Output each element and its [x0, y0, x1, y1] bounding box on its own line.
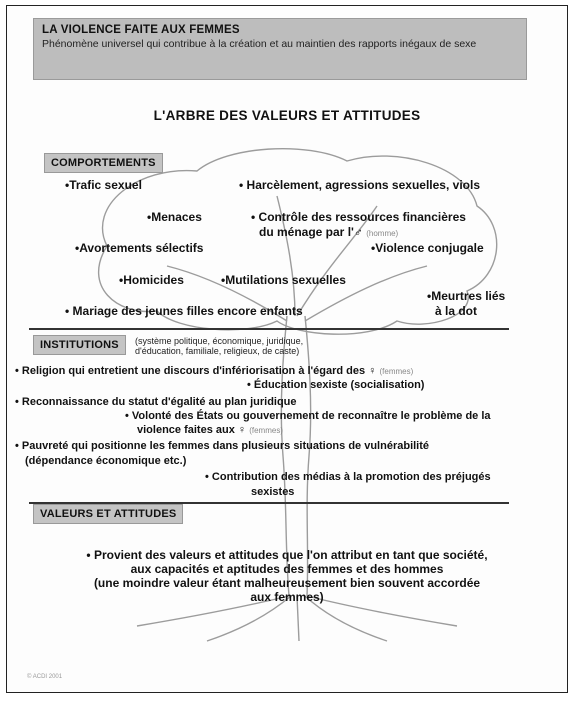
- list-item: (dépendance économique etc.): [25, 455, 187, 467]
- symbol-note: (femmes): [379, 367, 414, 376]
- values-line: • Provient des valeurs et attitudes que l'on attribut en tant que société,: [86, 548, 488, 562]
- institutions-note: (système politique, économique, juridique, d'éducation, familiale, religieux, de caste): [135, 336, 304, 356]
- list-item: • Contrôle des ressources financières: [251, 210, 466, 224]
- list-item: • Reconnaissance du statut d'égalité au plan juridique: [15, 396, 297, 408]
- list-item: • Éducation sexiste (socialisation): [247, 379, 425, 391]
- list-item: •Menaces: [147, 210, 202, 224]
- symbol-note: (homme): [366, 229, 399, 238]
- divider: [29, 328, 509, 330]
- section-label-institutions: INSTITUTIONS: [33, 335, 126, 355]
- symbol-note: (femmes): [249, 426, 283, 435]
- list-item-text: • Religion qui entretient une discours d'infériorisation à l'égard des: [15, 365, 366, 377]
- list-item: [137, 424, 283, 437]
- list-item: • Pauvreté qui positionne les femmes dans plusieurs situations de vulnérabilité: [15, 440, 430, 452]
- tree-title: L'ARBRE DES VALEURS ET ATTITUDES: [153, 108, 421, 123]
- list-item: sexistes: [251, 486, 295, 498]
- list-item: • Mariage des jeunes filles encore enfants: [65, 304, 303, 318]
- section-label-comportements: COMPORTEMENTS: [44, 153, 163, 173]
- list-item: [15, 365, 413, 378]
- list-item: •Homicides: [119, 273, 184, 287]
- list-item: • Contribution des médias à la promotion des préjugés: [205, 471, 491, 483]
- values-line: (une moindre valeur étant malheureusement bien souvent accordée: [93, 576, 481, 590]
- list-item: •Mutilations sexuelles: [221, 273, 346, 287]
- list-item-text: du ménage par l': [259, 225, 354, 239]
- header-title: LA VIOLENCE FAITE AUX FEMMES: [42, 24, 240, 36]
- list-item-text: violence faites aux: [137, 424, 235, 436]
- list-item: •Violence conjugale: [371, 241, 484, 255]
- man-symbol-icon: ♂: [353, 225, 363, 239]
- list-item: •Trafic sexuel: [65, 178, 142, 192]
- values-text: [37, 548, 537, 604]
- header-box: [33, 18, 527, 80]
- list-item: [259, 225, 398, 241]
- list-item: • Harcèlement, agressions sexuelles, viols: [239, 178, 480, 192]
- list-item: à la dot: [435, 304, 478, 318]
- document-page: [6, 5, 568, 693]
- section-label-valeurs: VALEURS ET ATTITUDES: [33, 504, 183, 524]
- list-item: •Meurtres liés: [427, 289, 506, 303]
- woman-symbol-icon: ♀: [368, 365, 377, 377]
- values-line: aux capacités et aptitudes des femmes et des hommes: [130, 562, 444, 576]
- footer-copyright: © ACDI 2001: [27, 674, 63, 680]
- list-item: • Volonté des États ou gouvernement de reconnaître le problème de la: [125, 410, 491, 422]
- values-line: aux femmes): [250, 590, 324, 604]
- header-subtitle: Phénomène universel qui contribue à la création et au maintien des rapports inégaux de sexe: [42, 38, 477, 50]
- list-item: •Avortements sélectifs: [75, 241, 204, 255]
- woman-symbol-icon: ♀: [237, 424, 247, 436]
